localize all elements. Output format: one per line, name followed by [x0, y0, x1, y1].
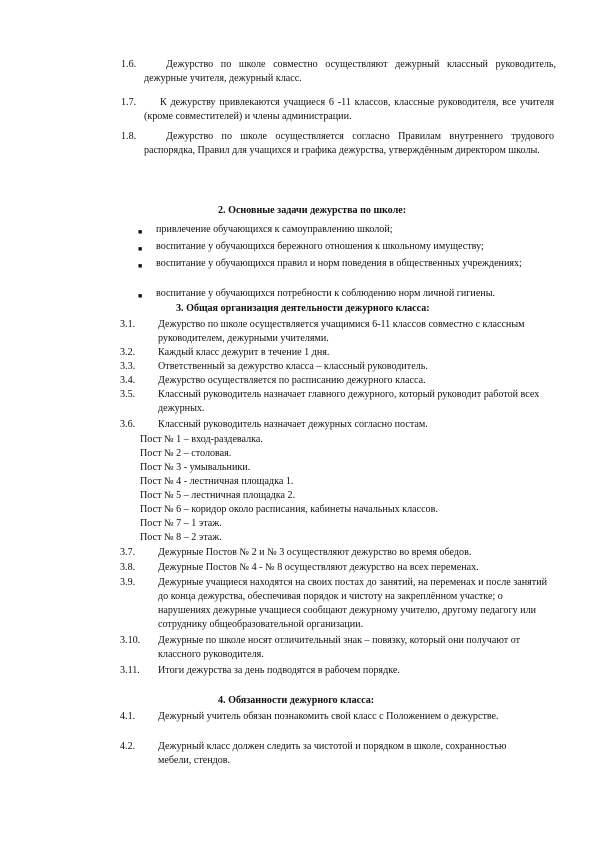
- item-text: Дежурство по школе осуществляется согласно Правилам внутреннего трудового распорядка, Правил для учащихся и графика дежурства, утверждённым директором школы.: [144, 131, 554, 156]
- post-item: Пост № 5 – лестничная площадка 2.: [140, 490, 296, 501]
- item-number: 4.1.: [120, 711, 136, 722]
- section-heading: 3. Общая организация деятельности дежурного класса:: [176, 303, 430, 314]
- item-number: 3.11.: [120, 665, 140, 676]
- item-number: 3.9.: [120, 577, 136, 588]
- bullet-marker: ■: [138, 245, 143, 253]
- bullet-item: привлечение обучающихся к самоуправлению школой;: [156, 224, 393, 235]
- post-item: Пост № 1 – вход-раздевалка.: [140, 434, 263, 445]
- item-number: 3.6.: [120, 419, 136, 430]
- section-heading: 2. Основные задачи дежурства по школе:: [218, 205, 407, 216]
- post-item: Пост № 3 - умывальники.: [140, 462, 251, 473]
- item-text: Классный руководитель назначает дежурных согласно постам.: [158, 419, 428, 430]
- item-text: Ответственный за дежурство класса – классный руководитель.: [158, 361, 428, 372]
- item-text: Дежурные Постов № 4 - № 8 осуществляют дежурство на всех переменах.: [158, 562, 479, 573]
- bullet-item: воспитание у обучающихся правил и норм поведения в общественных учреждениях;: [156, 258, 522, 269]
- post-item: Пост № 2 – столовая.: [140, 448, 232, 459]
- bullet-marker: ■: [138, 228, 143, 236]
- bullet-item: воспитание у обучающихся потребности к соблюдению норм личной гигиены.: [156, 288, 496, 299]
- bullet-marker: ■: [138, 262, 143, 270]
- item-number: 3.4.: [120, 375, 136, 386]
- item-number: 3.10.: [120, 635, 141, 646]
- post-item: Пост № 4 - лестничная площадка 1.: [140, 476, 294, 487]
- item-number: 1.7.: [121, 97, 137, 108]
- item-number: 3.1.: [120, 319, 136, 330]
- item-number: 4.2.: [120, 741, 136, 752]
- item-number: 1.6.: [121, 59, 137, 70]
- item-number: 3.5.: [120, 389, 136, 400]
- item-text: Дежурный класс должен следить за чистотой и порядком в школе, сохранностью мебели, стендов.: [158, 741, 507, 766]
- item-text: Дежурные Постов № 2 и № 3 осуществляют дежурство во время обедов.: [158, 547, 472, 558]
- item-text: К дежурству привлекаются учащиеся 6 -11 классов, классные руководителя, все учителя (кроме совместителей) и члены администрации.: [144, 97, 554, 122]
- bullet-marker: ■: [138, 292, 143, 300]
- item-text: Дежурный учитель обязан познакомить свой класс с Положением о дежурстве.: [158, 711, 499, 722]
- item-number: 3.2.: [120, 347, 136, 358]
- item-number: 3.7.: [120, 547, 136, 558]
- item-text: Дежурство по школе осуществляется учащимися 6-11 классов совместно с классным руководителем, дежурными учителями.: [158, 319, 525, 344]
- item-text: Классный руководитель назначает главного дежурного, который руководит работой всех дежурных.: [158, 389, 540, 414]
- item-text: Каждый класс дежурит в течение 1 дня.: [158, 347, 330, 358]
- item-text: Дежурство по школе совместно осуществляют дежурный классный руководитель, дежурные учителя, дежурный класс.: [144, 59, 556, 84]
- bullet-item: воспитание у обучающихся бережного отношения к школьному имуществу;: [156, 241, 484, 252]
- item-number: 3.3.: [120, 361, 136, 372]
- item-text: Дежурные по школе носят отличительный знак – повязку, который они получают от классного руководителя.: [158, 635, 521, 660]
- post-item: Пост № 8 – 2 этаж.: [140, 532, 222, 543]
- item-text: Дежурные учащиеся находятся на своих постах до занятий, на переменах и после занятий до конца дежурства, обеспечивая порядок и чистоту на закреплённом участке; о нарушениях дежурные учащиеся сообщают дежурному учителю, другому педагогу или сотруднику общеобразовательной организации.: [158, 577, 548, 630]
- item-text: Итоги дежурства за день подводятся в рабочем порядке.: [158, 665, 400, 676]
- item-number: 1.8.: [121, 131, 137, 142]
- item-number: 3.8.: [120, 562, 136, 573]
- item-text: Дежурство осуществляется по расписанию дежурного класса.: [158, 375, 426, 386]
- section-heading: 4. Обязанности дежурного класса:: [218, 695, 375, 706]
- post-item: Пост № 7 – 1 этаж.: [140, 518, 222, 529]
- post-item: Пост № 6 – коридор около расписания, кабинеты начальных классов.: [140, 504, 438, 515]
